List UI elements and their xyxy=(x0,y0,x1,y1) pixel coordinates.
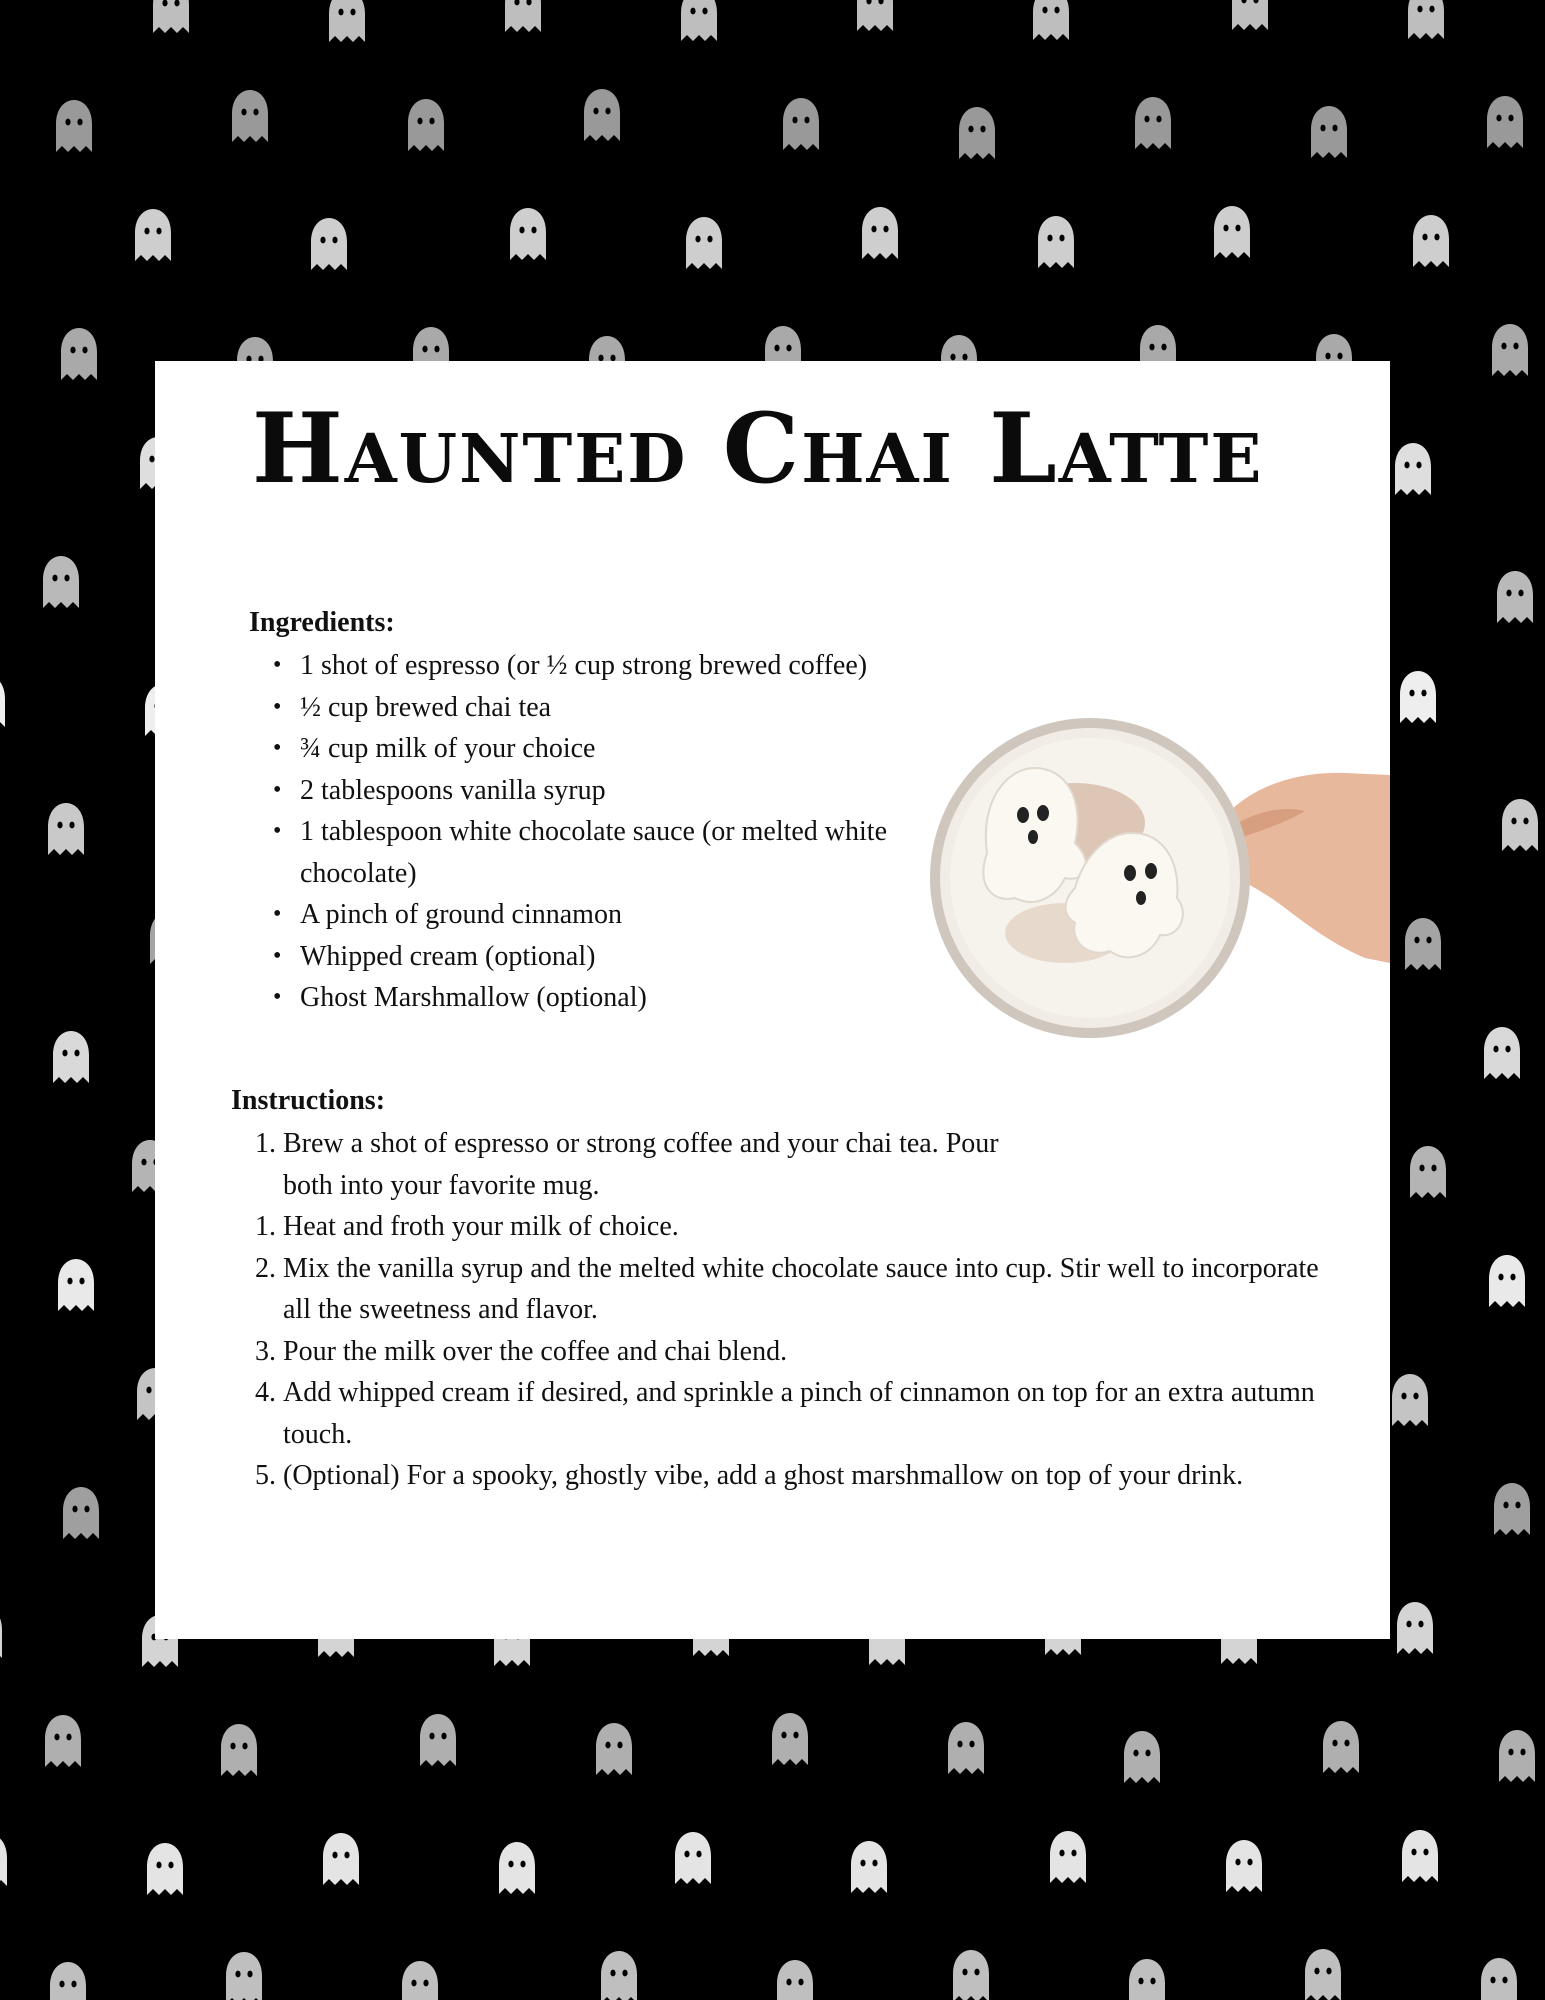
ingredients-heading: Ingredients: xyxy=(249,607,395,638)
recipe-card xyxy=(155,361,1390,1639)
ghost-icon xyxy=(959,107,995,159)
ghost-icon xyxy=(1400,671,1436,723)
ghost-icon xyxy=(402,1961,438,2000)
ghost-icon xyxy=(226,1952,262,2000)
ghost-icon xyxy=(505,0,541,32)
ghost-icon xyxy=(1413,215,1449,267)
step-number: 2. xyxy=(255,1252,276,1284)
ghost-icon xyxy=(45,1715,81,1767)
ghost-icon xyxy=(862,207,898,259)
ghost-icon xyxy=(596,1723,632,1775)
ghost-icon xyxy=(1050,1831,1086,1883)
ghost-icon xyxy=(48,803,84,855)
ghost-icon xyxy=(681,0,717,41)
ghost-icon xyxy=(601,1951,637,2000)
ghost-icon xyxy=(953,1950,989,2000)
ghost-icon xyxy=(584,89,620,141)
step-text: Mix the vanilla syrup and the melted white chocolate sauce into cup. Stir well to incorporate all the sweetness and flavor. xyxy=(283,1252,1319,1325)
ghost-icon xyxy=(1392,1374,1428,1426)
ghost-icon xyxy=(686,217,722,269)
ghost-icon xyxy=(147,1843,183,1895)
ghost-icon xyxy=(1323,1721,1359,1773)
step-number: 1. xyxy=(255,1128,276,1159)
instruction-step xyxy=(255,1206,1333,1248)
ghost-icon xyxy=(311,218,347,270)
ghost-icon xyxy=(420,1714,456,1766)
ingredient-item: • Ghost Marshmallow (optional) xyxy=(300,977,980,1019)
step-number: 5. xyxy=(255,1460,276,1491)
ingredient-item: • ¾ cup milk of your choice xyxy=(300,728,980,770)
ingredient-item: • 1 shot of espresso (or ½ cup strong brewed coffee) xyxy=(300,645,980,687)
ghost-icon xyxy=(221,1724,257,1776)
step-text: Heat and froth your milk of choice. xyxy=(283,1211,679,1242)
ghost-icon xyxy=(0,675,5,727)
ghost-icon xyxy=(1484,1027,1520,1079)
ghost-icon xyxy=(1311,106,1347,158)
ingredient-item: • ½ cup brewed chai tea xyxy=(300,687,980,729)
ghost-icon xyxy=(948,1722,984,1774)
ghost-icon xyxy=(53,1031,89,1083)
instruction-step xyxy=(255,1331,1333,1373)
ghost-icon xyxy=(1033,0,1069,40)
step-text: Brew a shot of espresso or strong coffee and your chai tea. Pour both into your favorite mug. xyxy=(283,1128,999,1201)
ghost-icon xyxy=(1492,324,1528,376)
ghost-icon xyxy=(329,0,365,42)
ghost-icon xyxy=(408,99,444,151)
ghost-icon xyxy=(135,209,171,261)
ghost-icon xyxy=(1481,1958,1517,2000)
step-text: Pour the milk over the coffee and chai blend. xyxy=(283,1335,788,1367)
ghost-icon xyxy=(1489,1255,1525,1307)
recipe-title: Haunted Chai Latte xyxy=(252,392,1264,505)
step-number: 1. xyxy=(255,1211,276,1242)
instruction-step xyxy=(255,1455,1333,1497)
instruction-step xyxy=(255,1372,1333,1455)
ghost-icon xyxy=(56,100,92,152)
ghost-icon xyxy=(1232,0,1268,30)
step-text: Add whipped cream if desired, and sprinkle a pinch of cinnamon on top for an extra autumn touch. xyxy=(283,1377,1315,1450)
ingredients-list xyxy=(300,645,980,1019)
ghost-icon xyxy=(1405,918,1441,970)
ghost-icon xyxy=(43,556,79,608)
instruction-step xyxy=(255,1248,1333,1331)
ghost-icon xyxy=(510,208,546,260)
ghost-icon xyxy=(857,0,893,31)
ghost-icon xyxy=(1402,1830,1438,1882)
ghost-icon xyxy=(772,1713,808,1765)
latte-photo xyxy=(925,713,1390,1043)
ghost-icon xyxy=(63,1487,99,1539)
step-text: (Optional) For a spooky, ghostly vibe, add a ghost marshmallow on top of your drink. xyxy=(283,1460,1244,1491)
ghost-icon xyxy=(675,1832,711,1884)
ghost-icon xyxy=(1397,1602,1433,1654)
ghost-icon xyxy=(1226,1840,1262,1892)
ghost-icon xyxy=(1135,97,1171,149)
ghost-icon xyxy=(0,1606,2,1658)
instructions-heading: Instructions: xyxy=(231,1085,386,1116)
ghost-icon xyxy=(58,1259,94,1311)
ghost-icon xyxy=(1502,799,1538,851)
ghost-icon xyxy=(232,90,268,142)
ghost-icon xyxy=(1124,1731,1160,1783)
ghost-icon xyxy=(1499,1730,1535,1782)
ghost-icon xyxy=(783,98,819,150)
ghost-icon xyxy=(1408,0,1444,39)
ghost-icon xyxy=(1129,1959,1165,2000)
ghost-icon xyxy=(1038,216,1074,268)
ghost-icon xyxy=(1497,571,1533,623)
ingredient-item: • Whipped cream (optional) xyxy=(300,936,980,978)
ghost-icon xyxy=(1487,96,1523,148)
ghost-icon xyxy=(50,1962,86,2000)
ghost-icon xyxy=(1395,443,1431,495)
ghost-icon xyxy=(153,0,189,33)
ghost-icon xyxy=(0,1834,7,1886)
ghost-icon xyxy=(323,1833,359,1885)
ghost-icon xyxy=(1214,206,1250,258)
ghost-icon xyxy=(851,1841,887,1893)
ingredient-item: • A pinch of ground cinnamon xyxy=(300,894,980,936)
ingredient-item: • 2 tablespoons vanilla syrup xyxy=(300,770,980,812)
instructions-list xyxy=(255,1123,1333,1497)
ghost-icon xyxy=(61,328,97,380)
ghost-icon xyxy=(1410,1146,1446,1198)
ghost-icon xyxy=(1305,1949,1341,2000)
ghost-icon xyxy=(499,1842,535,1894)
ghost-icon xyxy=(1494,1483,1530,1535)
step-number: 4. xyxy=(255,1377,276,1408)
ingredient-item: • 1 tablespoon white chocolate sauce (or melted white chocolate) xyxy=(300,811,900,894)
instruction-step xyxy=(255,1123,1043,1206)
ghost-icon xyxy=(777,1960,813,2000)
step-number: 3. xyxy=(255,1335,276,1367)
